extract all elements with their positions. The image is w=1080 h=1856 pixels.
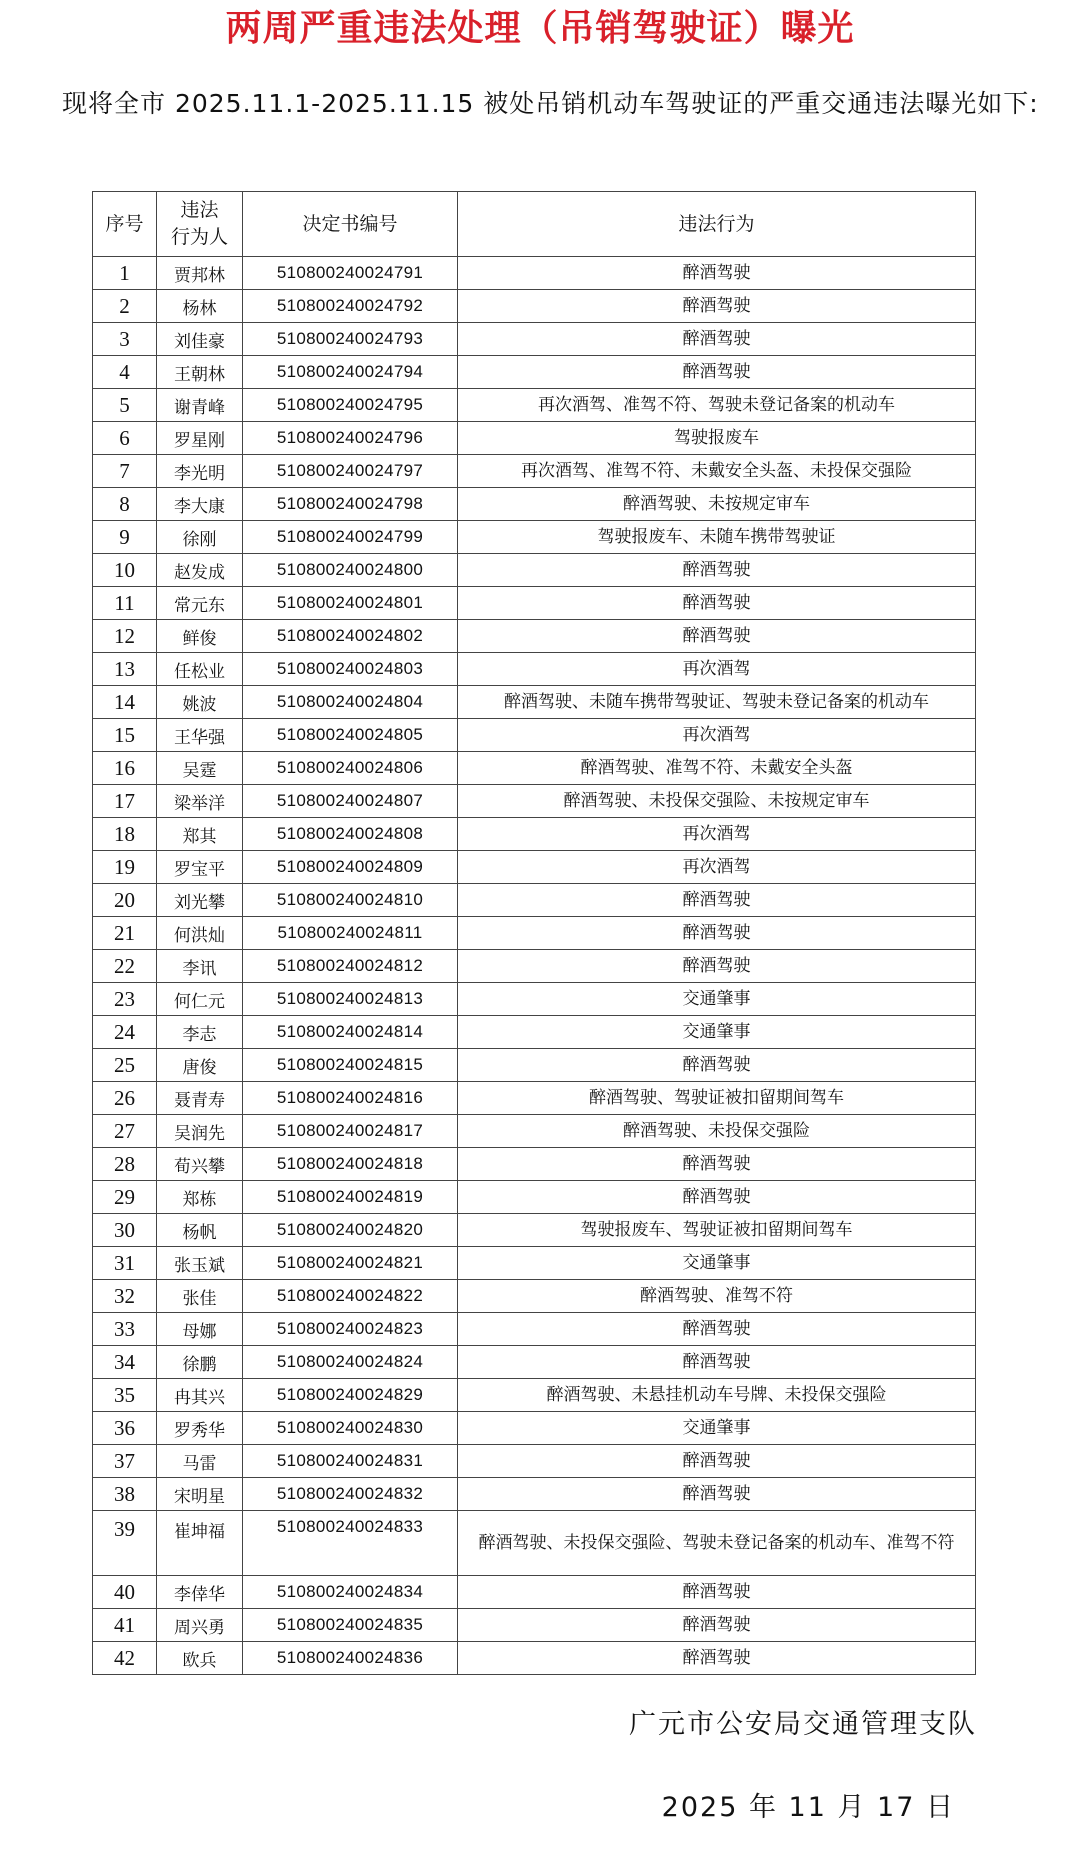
row-decision-no: 510800240024794 (243, 356, 458, 389)
row-violation: 交通肇事 (458, 1016, 976, 1049)
row-offender: 常元东 (157, 587, 243, 620)
row-decision-no: 510800240024822 (243, 1280, 458, 1313)
row-decision-no: 510800240024834 (243, 1576, 458, 1609)
table-row (93, 1412, 976, 1445)
row-violation: 醉酒驾驶 (458, 1642, 976, 1675)
row-violation: 再次酒驾、准驾不符、驾驶未登记备案的机动车 (458, 389, 976, 422)
row-seq: 31 (93, 1247, 157, 1280)
row-decision-no: 510800240024812 (243, 950, 458, 983)
table-row (93, 389, 976, 422)
row-offender: 王华强 (157, 719, 243, 752)
row-decision-no: 510800240024791 (243, 257, 458, 290)
row-seq: 1 (93, 257, 157, 290)
row-seq: 39 (93, 1511, 157, 1576)
row-decision-no: 510800240024792 (243, 290, 458, 323)
row-offender: 杨帆 (157, 1214, 243, 1247)
row-decision-no: 510800240024813 (243, 983, 458, 1016)
row-offender: 贾邦林 (157, 257, 243, 290)
row-offender: 鲜俊 (157, 620, 243, 653)
row-seq: 37 (93, 1445, 157, 1478)
table-row (93, 1576, 976, 1609)
row-decision-no: 510800240024814 (243, 1016, 458, 1049)
row-seq: 12 (93, 620, 157, 653)
row-decision-no: 510800240024831 (243, 1445, 458, 1478)
row-seq: 23 (93, 983, 157, 1016)
row-seq: 7 (93, 455, 157, 488)
row-offender: 王朝林 (157, 356, 243, 389)
row-violation: 醉酒驾驶、准驾不符 (458, 1280, 976, 1313)
row-violation: 醉酒驾驶 (458, 1445, 976, 1478)
row-offender: 刘佳豪 (157, 323, 243, 356)
row-offender: 聂青寿 (157, 1082, 243, 1115)
row-decision-no: 510800240024821 (243, 1247, 458, 1280)
row-violation: 醉酒驾驶、驾驶证被扣留期间驾车 (458, 1082, 976, 1115)
row-seq: 17 (93, 785, 157, 818)
row-decision-no: 510800240024829 (243, 1379, 458, 1412)
row-violation: 醉酒驾驶 (458, 620, 976, 653)
row-seq: 19 (93, 851, 157, 884)
row-offender: 郑栋 (157, 1181, 243, 1214)
table-header-row (93, 192, 976, 257)
row-decision-no: 510800240024835 (243, 1609, 458, 1642)
row-offender: 马雷 (157, 1445, 243, 1478)
row-decision-no: 510800240024801 (243, 587, 458, 620)
row-violation: 醉酒驾驶 (458, 323, 976, 356)
row-seq: 16 (93, 752, 157, 785)
row-decision-no: 510800240024832 (243, 1478, 458, 1511)
row-seq: 42 (93, 1642, 157, 1675)
row-offender: 徐刚 (157, 521, 243, 554)
row-decision-no: 510800240024836 (243, 1642, 458, 1675)
table-row (93, 917, 976, 950)
table-row (93, 1379, 976, 1412)
intro-paragraph: 现将全市 2025.11.1-2025.11.15 被处吊销机动车驾驶证的严重交通违法曝光如下: (62, 89, 1039, 118)
table-row (93, 719, 976, 752)
row-offender: 冉其兴 (157, 1379, 243, 1412)
table-row (93, 290, 976, 323)
row-seq: 29 (93, 1181, 157, 1214)
table-row (93, 1642, 976, 1675)
row-decision-no: 510800240024820 (243, 1214, 458, 1247)
row-seq: 13 (93, 653, 157, 686)
row-seq: 6 (93, 422, 157, 455)
table-row (93, 1511, 976, 1576)
row-seq: 34 (93, 1346, 157, 1379)
row-decision-no: 510800240024830 (243, 1412, 458, 1445)
row-violation: 醉酒驾驶 (458, 917, 976, 950)
row-seq: 3 (93, 323, 157, 356)
table-row (93, 1609, 976, 1642)
table-row (93, 1148, 976, 1181)
row-offender: 徐鹏 (157, 1346, 243, 1379)
row-offender: 李光明 (157, 455, 243, 488)
row-offender: 任松业 (157, 653, 243, 686)
row-seq: 5 (93, 389, 157, 422)
row-offender: 李讯 (157, 950, 243, 983)
row-violation: 醉酒驾驶 (458, 1478, 976, 1511)
row-violation: 醉酒驾驶 (458, 950, 976, 983)
row-decision-no: 510800240024807 (243, 785, 458, 818)
row-decision-no: 510800240024804 (243, 686, 458, 719)
row-violation: 醉酒驾驶 (458, 1609, 976, 1642)
table-row (93, 422, 976, 455)
row-decision-no: 510800240024809 (243, 851, 458, 884)
table-row (93, 1346, 976, 1379)
table-row (93, 257, 976, 290)
row-decision-no: 510800240024824 (243, 1346, 458, 1379)
table-row (93, 488, 976, 521)
row-decision-no: 510800240024810 (243, 884, 458, 917)
row-violation: 再次酒驾 (458, 653, 976, 686)
row-offender: 崔坤福 (157, 1511, 243, 1576)
table-row (93, 323, 976, 356)
row-decision-no: 510800240024800 (243, 554, 458, 587)
row-decision-no: 510800240024833 (243, 1511, 458, 1576)
row-decision-no: 510800240024802 (243, 620, 458, 653)
row-violation: 醉酒驾驶、未悬挂机动车号牌、未投保交强险 (458, 1379, 976, 1412)
row-seq: 41 (93, 1609, 157, 1642)
row-offender: 赵发成 (157, 554, 243, 587)
row-offender: 欧兵 (157, 1642, 243, 1675)
row-violation: 交通肇事 (458, 1247, 976, 1280)
row-seq: 14 (93, 686, 157, 719)
row-decision-no: 510800240024803 (243, 653, 458, 686)
row-decision-no: 510800240024817 (243, 1115, 458, 1148)
row-violation: 醉酒驾驶 (458, 554, 976, 587)
row-violation: 醉酒驾驶 (458, 1576, 976, 1609)
table-row (93, 1016, 976, 1049)
row-decision-no: 510800240024805 (243, 719, 458, 752)
row-violation: 驾驶报废车、驾驶证被扣留期间驾车 (458, 1214, 976, 1247)
row-seq: 18 (93, 818, 157, 851)
table-row (93, 884, 976, 917)
row-decision-no: 510800240024795 (243, 389, 458, 422)
row-violation: 醉酒驾驶 (458, 1346, 976, 1379)
row-violation: 醉酒驾驶 (458, 290, 976, 323)
row-violation: 交通肇事 (458, 983, 976, 1016)
row-violation: 醉酒驾驶、未随车携带驾驶证、驾驶未登记备案的机动车 (458, 686, 976, 719)
row-offender: 母娜 (157, 1313, 243, 1346)
row-seq: 20 (93, 884, 157, 917)
table-row (93, 851, 976, 884)
table-row (93, 686, 976, 719)
table-row (93, 1049, 976, 1082)
row-decision-no: 510800240024808 (243, 818, 458, 851)
table-body (93, 257, 976, 1675)
row-violation: 醉酒驾驶、未投保交强险、驾驶未登记备案的机动车、准驾不符 (458, 1511, 976, 1576)
row-violation: 再次酒驾 (458, 851, 976, 884)
row-violation: 醉酒驾驶 (458, 1049, 976, 1082)
row-violation: 再次酒驾 (458, 818, 976, 851)
row-violation: 醉酒驾驶、未投保交强险、未按规定审车 (458, 785, 976, 818)
row-decision-no: 510800240024793 (243, 323, 458, 356)
row-seq: 15 (93, 719, 157, 752)
row-decision-no: 510800240024815 (243, 1049, 458, 1082)
row-decision-no: 510800240024816 (243, 1082, 458, 1115)
row-offender: 李大康 (157, 488, 243, 521)
table-row (93, 1478, 976, 1511)
table-row (93, 818, 976, 851)
row-violation: 醉酒驾驶 (458, 587, 976, 620)
row-decision-no: 510800240024796 (243, 422, 458, 455)
table-row (93, 587, 976, 620)
row-decision-no: 510800240024797 (243, 455, 458, 488)
header-offender: 违法 行为人 (157, 192, 243, 257)
row-seq: 10 (93, 554, 157, 587)
row-seq: 33 (93, 1313, 157, 1346)
header-violation: 违法行为 (458, 192, 976, 257)
row-offender: 何仁元 (157, 983, 243, 1016)
row-offender: 荀兴攀 (157, 1148, 243, 1181)
row-seq: 26 (93, 1082, 157, 1115)
table-row (93, 356, 976, 389)
row-decision-no: 510800240024806 (243, 752, 458, 785)
row-offender: 周兴勇 (157, 1609, 243, 1642)
row-seq: 36 (93, 1412, 157, 1445)
row-violation: 驾驶报废车 (458, 422, 976, 455)
header-decision-no: 决定书编号 (243, 192, 458, 257)
row-seq: 2 (93, 290, 157, 323)
page-title: 两周严重违法处理（吊销驾驶证）曝光 (225, 7, 855, 49)
row-seq: 21 (93, 917, 157, 950)
row-violation: 交通肇事 (458, 1412, 976, 1445)
row-seq: 25 (93, 1049, 157, 1082)
row-offender: 刘光攀 (157, 884, 243, 917)
issue-date: 2025 年 11 月 17 日 (661, 1792, 955, 1823)
header-seq: 序号 (93, 192, 157, 257)
row-offender: 杨林 (157, 290, 243, 323)
row-seq: 8 (93, 488, 157, 521)
row-offender: 李倖华 (157, 1576, 243, 1609)
row-offender: 谢青峰 (157, 389, 243, 422)
row-violation: 醉酒驾驶 (458, 1313, 976, 1346)
table-row (93, 554, 976, 587)
table-row (93, 1214, 976, 1247)
row-offender: 罗星刚 (157, 422, 243, 455)
row-decision-no: 510800240024819 (243, 1181, 458, 1214)
table-row (93, 983, 976, 1016)
row-violation: 醉酒驾驶 (458, 356, 976, 389)
row-seq: 38 (93, 1478, 157, 1511)
row-decision-no: 510800240024823 (243, 1313, 458, 1346)
table-row (93, 620, 976, 653)
row-offender: 李志 (157, 1016, 243, 1049)
row-seq: 27 (93, 1115, 157, 1148)
row-seq: 32 (93, 1280, 157, 1313)
row-decision-no: 510800240024811 (243, 917, 458, 950)
table-row (93, 785, 976, 818)
row-offender: 梁举洋 (157, 785, 243, 818)
row-offender: 唐俊 (157, 1049, 243, 1082)
row-offender: 吴霆 (157, 752, 243, 785)
row-seq: 35 (93, 1379, 157, 1412)
row-seq: 24 (93, 1016, 157, 1049)
row-violation: 醉酒驾驶、未按规定审车 (458, 488, 976, 521)
table-row (93, 1445, 976, 1478)
table-row (93, 752, 976, 785)
row-violation: 再次酒驾 (458, 719, 976, 752)
row-seq: 9 (93, 521, 157, 554)
table-row (93, 521, 976, 554)
row-offender: 吴润先 (157, 1115, 243, 1148)
table-row (93, 1247, 976, 1280)
table-row (93, 1313, 976, 1346)
row-violation: 醉酒驾驶、准驾不符、未戴安全头盔 (458, 752, 976, 785)
table-row (93, 653, 976, 686)
row-offender: 宋明星 (157, 1478, 243, 1511)
row-offender: 姚波 (157, 686, 243, 719)
row-seq: 22 (93, 950, 157, 983)
violations-table (92, 191, 976, 1675)
row-violation: 驾驶报废车、未随车携带驾驶证 (458, 521, 976, 554)
row-violation: 醉酒驾驶、未投保交强险 (458, 1115, 976, 1148)
row-seq: 30 (93, 1214, 157, 1247)
issuing-organization: 广元市公安局交通管理支队 (629, 1709, 977, 1740)
row-violation: 醉酒驾驶 (458, 884, 976, 917)
row-seq: 28 (93, 1148, 157, 1181)
table-row (93, 950, 976, 983)
row-seq: 11 (93, 587, 157, 620)
row-offender: 张玉斌 (157, 1247, 243, 1280)
table-row (93, 1115, 976, 1148)
row-violation: 醉酒驾驶 (458, 257, 976, 290)
row-violation: 再次酒驾、准驾不符、未戴安全头盔、未投保交强险 (458, 455, 976, 488)
row-decision-no: 510800240024798 (243, 488, 458, 521)
row-offender: 罗秀华 (157, 1412, 243, 1445)
row-violation: 醉酒驾驶 (458, 1181, 976, 1214)
row-offender: 何洪灿 (157, 917, 243, 950)
table-row (93, 1280, 976, 1313)
row-seq: 40 (93, 1576, 157, 1609)
row-offender: 张佳 (157, 1280, 243, 1313)
table-row (93, 1181, 976, 1214)
table-row (93, 1082, 976, 1115)
row-decision-no: 510800240024818 (243, 1148, 458, 1181)
row-offender: 罗宝平 (157, 851, 243, 884)
row-violation: 醉酒驾驶 (458, 1148, 976, 1181)
row-decision-no: 510800240024799 (243, 521, 458, 554)
table-row (93, 455, 976, 488)
row-seq: 4 (93, 356, 157, 389)
row-offender: 郑其 (157, 818, 243, 851)
